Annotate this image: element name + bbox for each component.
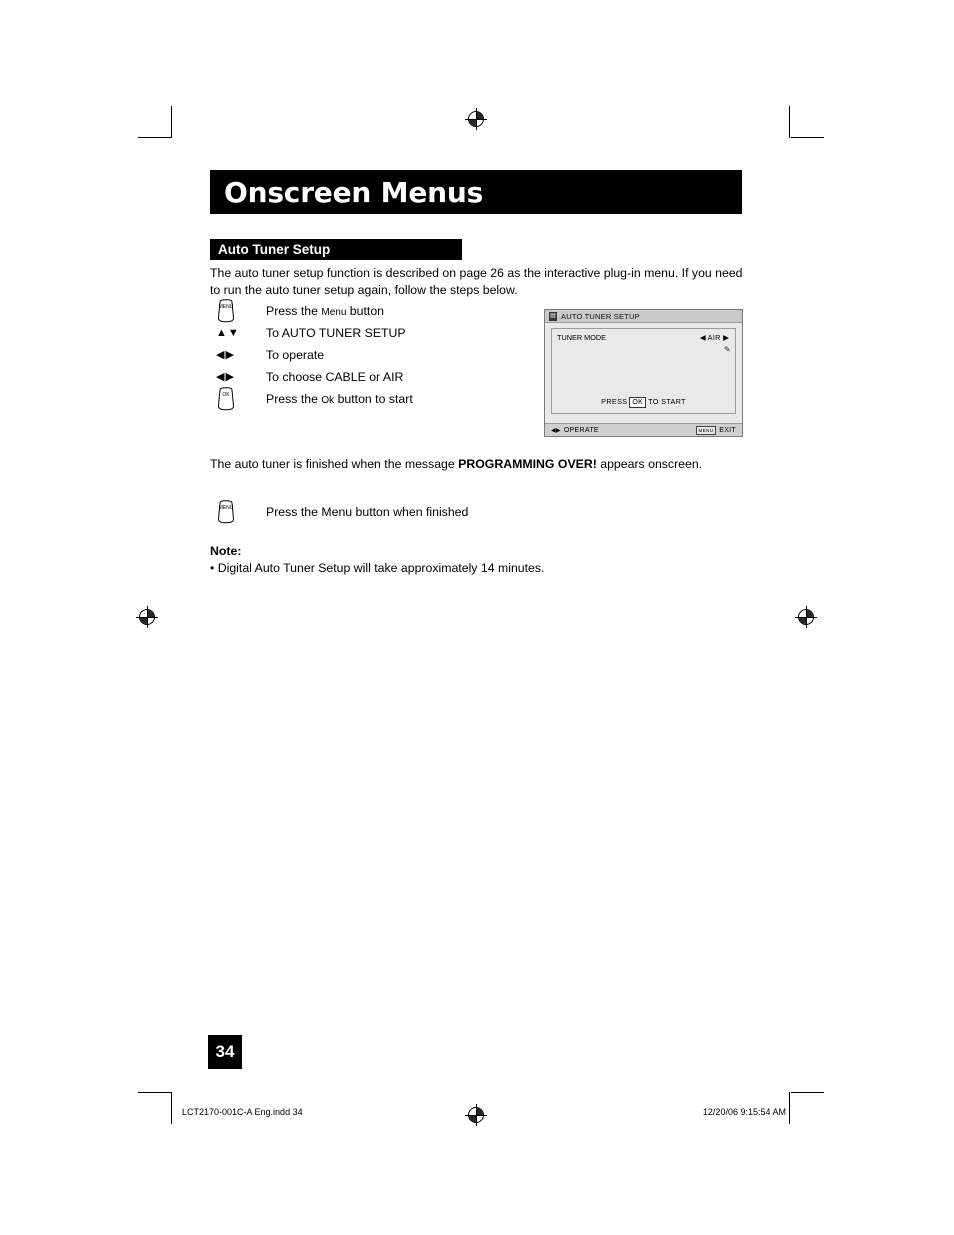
page-title-text: Onscreen Menus	[224, 175, 484, 209]
osd-footer	[545, 423, 742, 436]
left-right-arrows-icon: ◀▶	[216, 370, 235, 383]
left-right-arrows-icon: ◀▶	[551, 427, 561, 434]
note-title: Note:	[210, 544, 242, 558]
finished-bold: PROGRAMMING OVER!	[458, 457, 597, 471]
step-label-caps: Ok	[321, 395, 335, 406]
step-label-prefix: Press the	[266, 392, 322, 406]
registration-target-left	[139, 609, 155, 625]
section-header	[210, 239, 462, 260]
osd-footer-exit-label: EXIT	[719, 426, 736, 434]
osd-screenshot	[544, 309, 743, 437]
up-down-arrows-icon: ▲▼	[216, 326, 240, 339]
section-header-text: Auto Tuner Setup	[218, 242, 331, 257]
osd-left-arrow-icon[interactable]: ◀	[699, 333, 706, 342]
step-row	[210, 322, 540, 344]
osd-press-suffix: TO START	[648, 397, 686, 406]
steps-list	[210, 300, 540, 410]
footer-timestamp: 12/20/06 9:15:54 AM	[702, 1107, 786, 1117]
crop-mark-top-right-vert	[789, 106, 790, 138]
remote-ok-button-icon	[210, 387, 266, 411]
footer-filename: LCT2170-001C-A Eng.indd 34	[182, 1107, 303, 1117]
step-label: To operate	[266, 348, 325, 362]
osd-body	[551, 328, 736, 414]
osd-setting-row[interactable]	[552, 329, 735, 342]
osd-footer-operate-label: OPERATE	[563, 426, 599, 434]
crop-mark-bottom-left	[138, 1092, 171, 1093]
crop-mark-bottom-right	[791, 1092, 824, 1093]
step-label	[266, 304, 384, 318]
step-row	[210, 344, 540, 366]
note-block	[210, 543, 710, 577]
crop-mark-bottom-left-vert	[171, 1092, 172, 1124]
svg-text:OK: OK	[222, 392, 230, 398]
registration-target-bottom	[468, 1107, 484, 1123]
step-row	[210, 366, 540, 388]
remote-menu-button-icon	[210, 500, 266, 524]
osd-ok-key[interactable]: OK	[629, 397, 646, 408]
finished-after: appears onscreen.	[596, 457, 703, 471]
osd-titlebar	[545, 310, 742, 323]
remote-menu-button-icon	[210, 299, 266, 323]
registration-target-right	[798, 609, 814, 625]
note-bullet: • Digital Auto Tuner Setup will take approximately 14 minutes.	[210, 561, 545, 575]
osd-press-prefix: PRESS	[601, 397, 628, 406]
menu-chip-icon: MENU	[696, 426, 717, 435]
step-label: To choose CABLE or AIR	[266, 370, 404, 384]
step-row	[210, 388, 540, 410]
step-label: To AUTO TUNER SETUP	[266, 326, 406, 340]
finished-before: The auto tuner is finished when the message	[210, 457, 459, 471]
svg-text:MENU: MENU	[218, 505, 234, 511]
osd-value-text: AIR	[707, 333, 721, 342]
tuner-icon: ▤	[550, 312, 556, 319]
step-label	[266, 392, 413, 406]
crop-mark-top-left-vert	[171, 106, 172, 138]
osd-right-arrow-icon[interactable]: ▶	[723, 333, 729, 342]
step-label-prefix: Press the	[266, 304, 322, 318]
step-label-suffix: button	[346, 304, 384, 318]
osd-footer-exit	[696, 426, 737, 435]
osd-setting-label: TUNER MODE	[557, 333, 607, 342]
page-number: 34	[208, 1035, 242, 1069]
left-right-arrows-icon: ◀▶	[216, 348, 235, 361]
press-menu-label: Press the Menu button when finished	[266, 505, 469, 519]
svg-text:MENU: MENU	[218, 304, 234, 310]
page-title	[210, 170, 742, 214]
registration-target-top	[468, 111, 484, 127]
osd-setting-value	[700, 333, 729, 342]
crop-mark-top-right	[791, 137, 824, 138]
press-menu-step	[210, 500, 468, 524]
crop-mark-bottom-right-vert	[789, 1092, 790, 1124]
step-label-caps: Menu	[321, 307, 347, 318]
crop-mark-top-left	[138, 137, 171, 138]
pointer-icon: ✎	[724, 345, 731, 354]
finished-paragraph	[210, 456, 755, 472]
intro-paragraph: The auto tuner setup function is described on page 26 as the interactive plug-in menu. If you need to run the auto tuner setup again, follow the steps below.	[210, 266, 743, 297]
step-label-suffix: button to start	[334, 392, 413, 406]
step-row	[210, 300, 540, 322]
osd-footer-operate	[551, 427, 599, 434]
osd-title-text: AUTO TUNER SETUP	[561, 311, 640, 321]
osd-press-hint	[552, 397, 735, 408]
